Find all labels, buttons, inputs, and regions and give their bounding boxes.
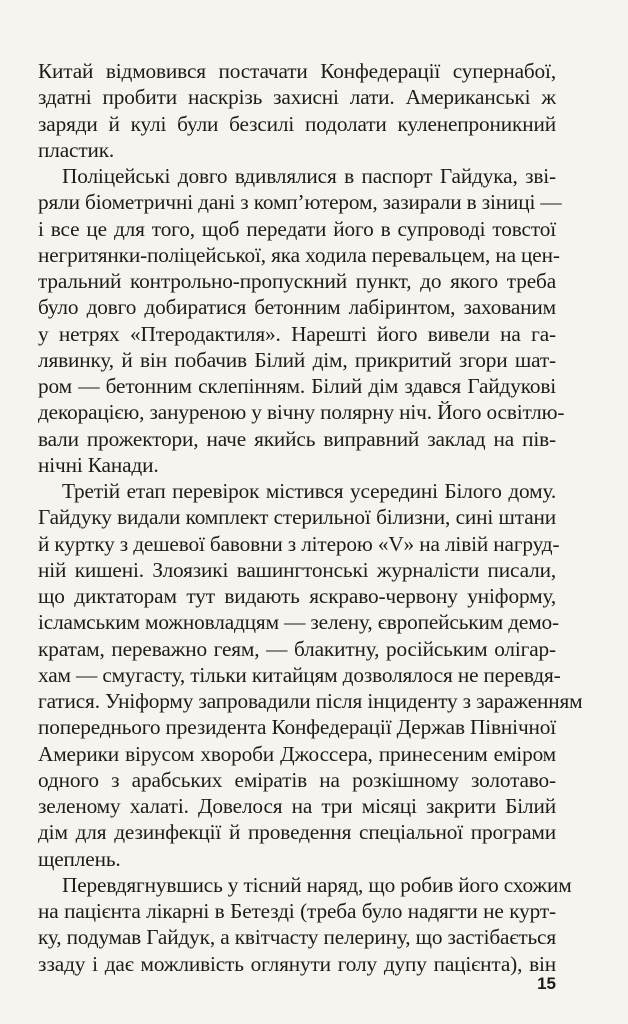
text-line: пластик. xyxy=(38,138,115,162)
text-line: кратам, переважно геям, — блакитну, російським олігар- xyxy=(38,637,556,661)
text-line: декорацією, зануреною у вічну полярну ніч. Його освітлю- xyxy=(38,400,565,424)
text-line: здатні пробити наскрізь захисні лати. Американські ж xyxy=(38,85,556,109)
text-line: негритянки-поліцейської, яка ходила перевальцем, на цен- xyxy=(38,243,560,267)
text-line: Третій етап перевірок містився усередині Білого дому. xyxy=(62,479,556,503)
text-line: заряди й кулі були безсилі подолати куленепроникний xyxy=(38,112,556,136)
text-line: гатися. Уніформу запровадили після інциденту з зараженням xyxy=(38,689,583,713)
text-line: зеленому халаті. Довелося на три місяці закрити Білий xyxy=(38,794,556,818)
text-line: у нетрях «Птеродактиля». Нарешті його вивели на га- xyxy=(38,322,556,346)
text-line: Перевдягнувшись у тісний наряд, що робив його схожим xyxy=(62,873,572,897)
text-line: Америки вірусом хвороби Джоссера, принесеним еміром xyxy=(38,742,556,766)
text-line: ку, подумав Гайдук, а квітчасту пелерину, що застібається xyxy=(38,925,556,949)
text-line: лявинку, й він побачив Білий дім, прикритий згори шат- xyxy=(38,348,556,372)
text-line: ісламським можновладцям — зелену, європейським демо- xyxy=(38,610,559,634)
text-line: тральний контрольно-пропускний пункт, до якого треба xyxy=(38,269,556,293)
text-line: ром — бетонним склепінням. Білий дім здався Гайдукові xyxy=(38,374,556,398)
text-line: нічні Канади. xyxy=(38,453,159,477)
text-line: хам — смугасту, тільки китайцям дозволялося не перевдя- xyxy=(38,663,561,687)
page-number: 15 xyxy=(537,974,556,993)
text-line: ряли біометричні дані з комп’ютером, зазирали в зіниці — xyxy=(38,190,562,214)
text-line: Китай відмовився постачати Конфедерації супернабої, xyxy=(38,59,556,83)
text-line: Поліцейські довго вдивлялися в паспорт Гайдука, зві- xyxy=(62,164,556,188)
text-line: й куртку з дешевої бавовни з літерою «V» на лівій нагруд- xyxy=(38,532,560,556)
text-line: і все це для того, щоб передати його в супроводі товстої xyxy=(38,217,556,241)
text-line: попереднього президента Конфедерації Держав Північної xyxy=(38,715,557,739)
text-line: ззаду і дає можливість оглянути голу дупу пацієнта), він xyxy=(38,952,556,976)
text-line: ній кишені. Злоязикі вашингтонські журналісти писали, xyxy=(38,558,556,582)
text-line: дім для дезинфекції й проведення спеціальної програми xyxy=(38,820,556,844)
text-line: на пацієнта лікарні в Бетезді (треба було надягти не курт- xyxy=(38,899,556,923)
text-line: що диктаторам тут видають яскраво-червону уніформу, xyxy=(38,584,556,608)
text-line: було довго добиратися бетонним лабіринтом, захованим xyxy=(38,295,556,319)
text-line: Гайдуку видали комплект стерильної білизни, сині штани xyxy=(38,505,556,529)
text-line: вали прожектори, наче якийсь виправний заклад на пів- xyxy=(38,427,556,451)
text-line: одного з арабських eміратів на розкішному золотаво- xyxy=(38,768,556,792)
text-line: щеплень. xyxy=(38,847,121,871)
